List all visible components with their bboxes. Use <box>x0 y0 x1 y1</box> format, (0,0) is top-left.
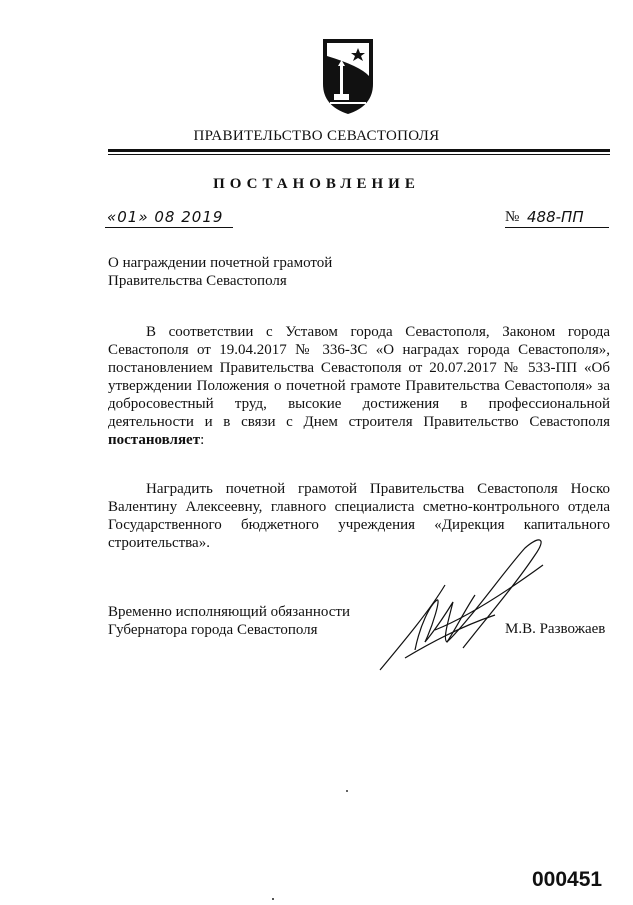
resolves-keyword: постановляет <box>108 432 201 448</box>
subject-line-1: О награждении почетной грамотой <box>108 255 333 271</box>
coat-of-arms-icon <box>320 36 376 116</box>
scan-speck <box>346 790 348 792</box>
document-number: 488-ПП <box>527 208 584 226</box>
document-type-heading: ПОСТАНОВЛЕНИЕ <box>213 176 420 192</box>
subject-line-2: Правительства Севастополя <box>108 273 287 289</box>
handwritten-signature-icon <box>375 530 550 680</box>
document-date-field <box>105 205 233 228</box>
position-line-1: Временно исполняющий обязанности <box>108 604 351 620</box>
signatory-name: М.В. Развожаев <box>505 621 606 637</box>
position-line-2: Губернатора города Севастополя <box>108 622 318 638</box>
number-sign: № <box>505 209 520 225</box>
header-rule-thick <box>108 149 610 152</box>
preamble-paragraph <box>108 323 610 449</box>
signatory-position <box>108 603 350 639</box>
government-title: ПРАВИТЕЛЬСТВО СЕВАСТОПОЛЯ <box>193 128 440 144</box>
scan-speck-bottom <box>272 898 274 900</box>
header-rule-thin <box>108 154 610 155</box>
document-number-field <box>505 205 609 228</box>
document-date: «01» 08 2019 <box>107 208 224 226</box>
preamble-colon: : <box>200 432 205 448</box>
form-serial-number: 000451 <box>532 868 603 891</box>
award-paragraph: Наградить почетной грамотой Правительства Севастополя Носко Валентину Алексеевну, главного специалиста сметно-контрольного отдела Государственного бюджетного учреждения «Дирекция капитального строительства». <box>108 481 610 551</box>
document-subject <box>108 254 332 290</box>
preamble-text: В соответствии с Уставом города Севастополя, Законом города Севастополя от 19.04.2017 № 336-ЗС «О наградах города Севастополя», постановлением Правительства Севастополя от 20.07.2017 № 533-ПП «Об утверждении Положения о почетной грамоте Правительства Севастополя» за добросовестный труд, высокие достижения в профессиональной деятельности и в связи с Днем строителя Правительство Севастополя <box>108 324 610 430</box>
